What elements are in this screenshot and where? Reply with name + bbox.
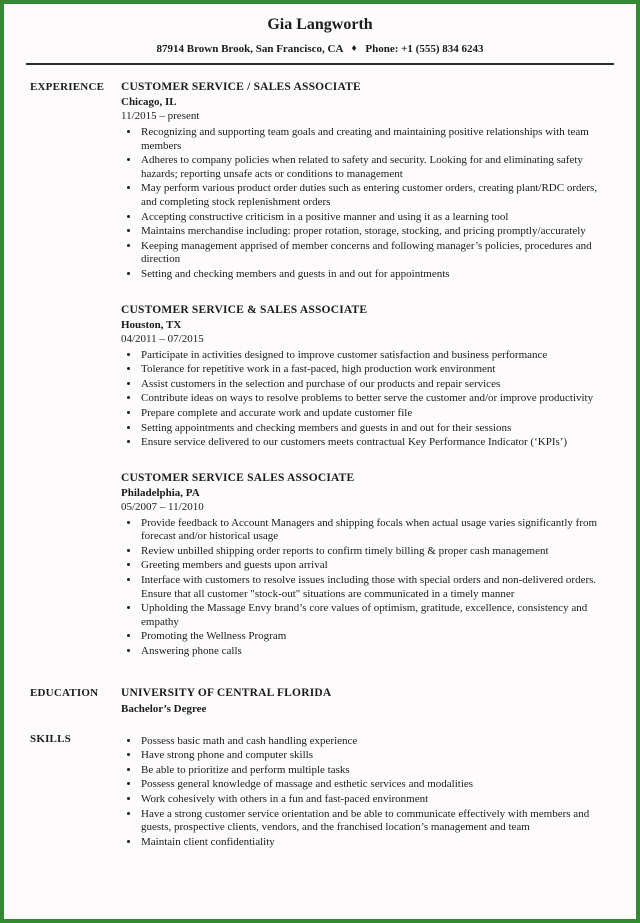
- job-bullet: • Interface with customers to resolve issues including those with special orders and non-delivered orders. Ensure that all customer "stock-out" situations are communicated in a timely manner: [140, 574, 612, 601]
- job-dates: 05/2007 – 11/2010: [121, 500, 204, 513]
- skill-bullet: • Be able to prioritize and perform multiple tasks: [140, 764, 612, 778]
- job-bullet: • Tolerance for repetitive work in a fast-paced, high production work environment: [140, 363, 612, 377]
- education-section: [4, 686, 636, 716]
- education-content: [121, 686, 612, 716]
- job-bullet: • Contribute ideas on ways to resolve problems to better serve the customer and/or improve productivity: [140, 392, 612, 406]
- job-bullet: • Accepting constructive criticism in a positive manner and using it as a learning tool: [140, 211, 612, 225]
- job-title: CUSTOMER SERVICE SALES ASSOCIATE: [121, 471, 355, 484]
- section-label-education: EDUCATION: [30, 686, 99, 699]
- job-bullet: • Recognizing and supporting team goals and creating and maintaining positive relationships with team members: [140, 126, 612, 153]
- experience-content: [121, 80, 612, 660]
- job-location: Philadelphia, PA: [121, 486, 200, 499]
- header-divider: [26, 63, 614, 65]
- job-bullet: • Setting and checking members and guests in and out for appointments: [140, 268, 612, 282]
- job-bullet: • Participate in activities designed to improve customer satisfaction and business performance: [140, 349, 612, 363]
- job-bullet: • Ensure service delivered to our customers meets contractual Key Performance Indicator (‘KPIs’): [140, 436, 612, 450]
- job-location: Chicago, IL: [121, 96, 177, 108]
- job-entry-1: [121, 80, 612, 282]
- skill-bullet: • Maintain client confidentiality: [140, 836, 612, 850]
- skills-bullet-list: [121, 735, 612, 850]
- job-bullet: • Adheres to company policies when related to safety and security. Looking for and eliminating safety hazards; reporting unsafe acts or conditions to management: [140, 154, 612, 181]
- skills-section: [4, 732, 636, 851]
- skill-bullet: • Possess general knowledge of massage and esthetic services and modalities: [140, 778, 612, 792]
- job-bullet: • Keeping management apprised of member concerns and following manager’s policies, procedures and direction: [140, 240, 612, 267]
- job-bullet: • Promoting the Wellness Program: [140, 630, 612, 644]
- job-bullet: • Maintains merchandise including: proper rotation, storage, stocking, and pricing promptly/accurately: [140, 225, 612, 239]
- person-name: Gia Langworth: [267, 16, 373, 33]
- job-bullet-list: [121, 349, 612, 450]
- job-bullet: • Upholding the Massage Envy brand’s core values of optimism, gratitude, excellence, consistency and empathy: [140, 602, 612, 629]
- skills-content: [121, 732, 612, 851]
- contact-address: 87914 Brown Brook, San Francisco, CA: [156, 43, 343, 55]
- skill-bullet: • Work cohesively with others in a fun and fast-paced environment: [140, 793, 612, 807]
- job-bullet: • Greeting members and guests upon arrival: [140, 559, 612, 573]
- contact-phone: Phone: +1 (555) 834 6243: [365, 43, 484, 55]
- job-entry-3: [121, 471, 612, 659]
- job-bullet: • Review unbilled shipping order reports to confirm timely billing & proper cash management: [140, 545, 612, 559]
- section-label-skills: SKILLS: [30, 732, 71, 745]
- section-label-experience: EXPERIENCE: [30, 81, 105, 93]
- job-bullet-list: [121, 126, 612, 282]
- school-name: UNIVERSITY OF CENTRAL FLORIDA: [121, 686, 332, 699]
- job-bullet-list: [121, 517, 612, 659]
- skill-bullet: • Possess basic math and cash handling experience: [140, 735, 612, 749]
- skill-bullet: • Have strong phone and computer skills: [140, 749, 612, 763]
- skill-bullet: • Have a strong customer service orientation and be able to communicate effectively with members and guests, prospective clients, vendors, and the franchised location’s management and team: [140, 808, 612, 835]
- job-bullet: • Assist customers in the selection and purchase of our products and repair services: [140, 378, 612, 392]
- job-bullet: • Prepare complete and accurate work and update customer file: [140, 407, 612, 421]
- experience-section: [4, 80, 636, 660]
- job-bullet: • Answering phone calls: [140, 645, 612, 659]
- resume-header: [4, 4, 636, 65]
- job-title: CUSTOMER SERVICE & SALES ASSOCIATE: [121, 303, 368, 316]
- job-entry-2: [121, 303, 612, 450]
- job-title: CUSTOMER SERVICE / SALES ASSOCIATE: [121, 81, 361, 93]
- job-location: Houston, TX: [121, 318, 182, 331]
- job-dates: 11/2015 – present: [121, 110, 200, 122]
- contact-line: [4, 42, 636, 56]
- job-bullet: • Provide feedback to Account Managers and shipping focals when actual usage varies significantly from forecast and/or historical usage: [140, 517, 612, 544]
- job-bullet: • May perform various product order duties such as entering customer orders, creating plant/RDC orders, and completing stock replenishment orders: [140, 182, 612, 209]
- job-bullet: • Setting appointments and checking members and guests in and out for their sessions: [140, 422, 612, 436]
- diamond-separator-icon: ♦: [351, 43, 357, 54]
- degree: Bachelor’s Degree: [121, 702, 207, 715]
- job-dates: 04/2011 – 07/2015: [121, 332, 204, 345]
